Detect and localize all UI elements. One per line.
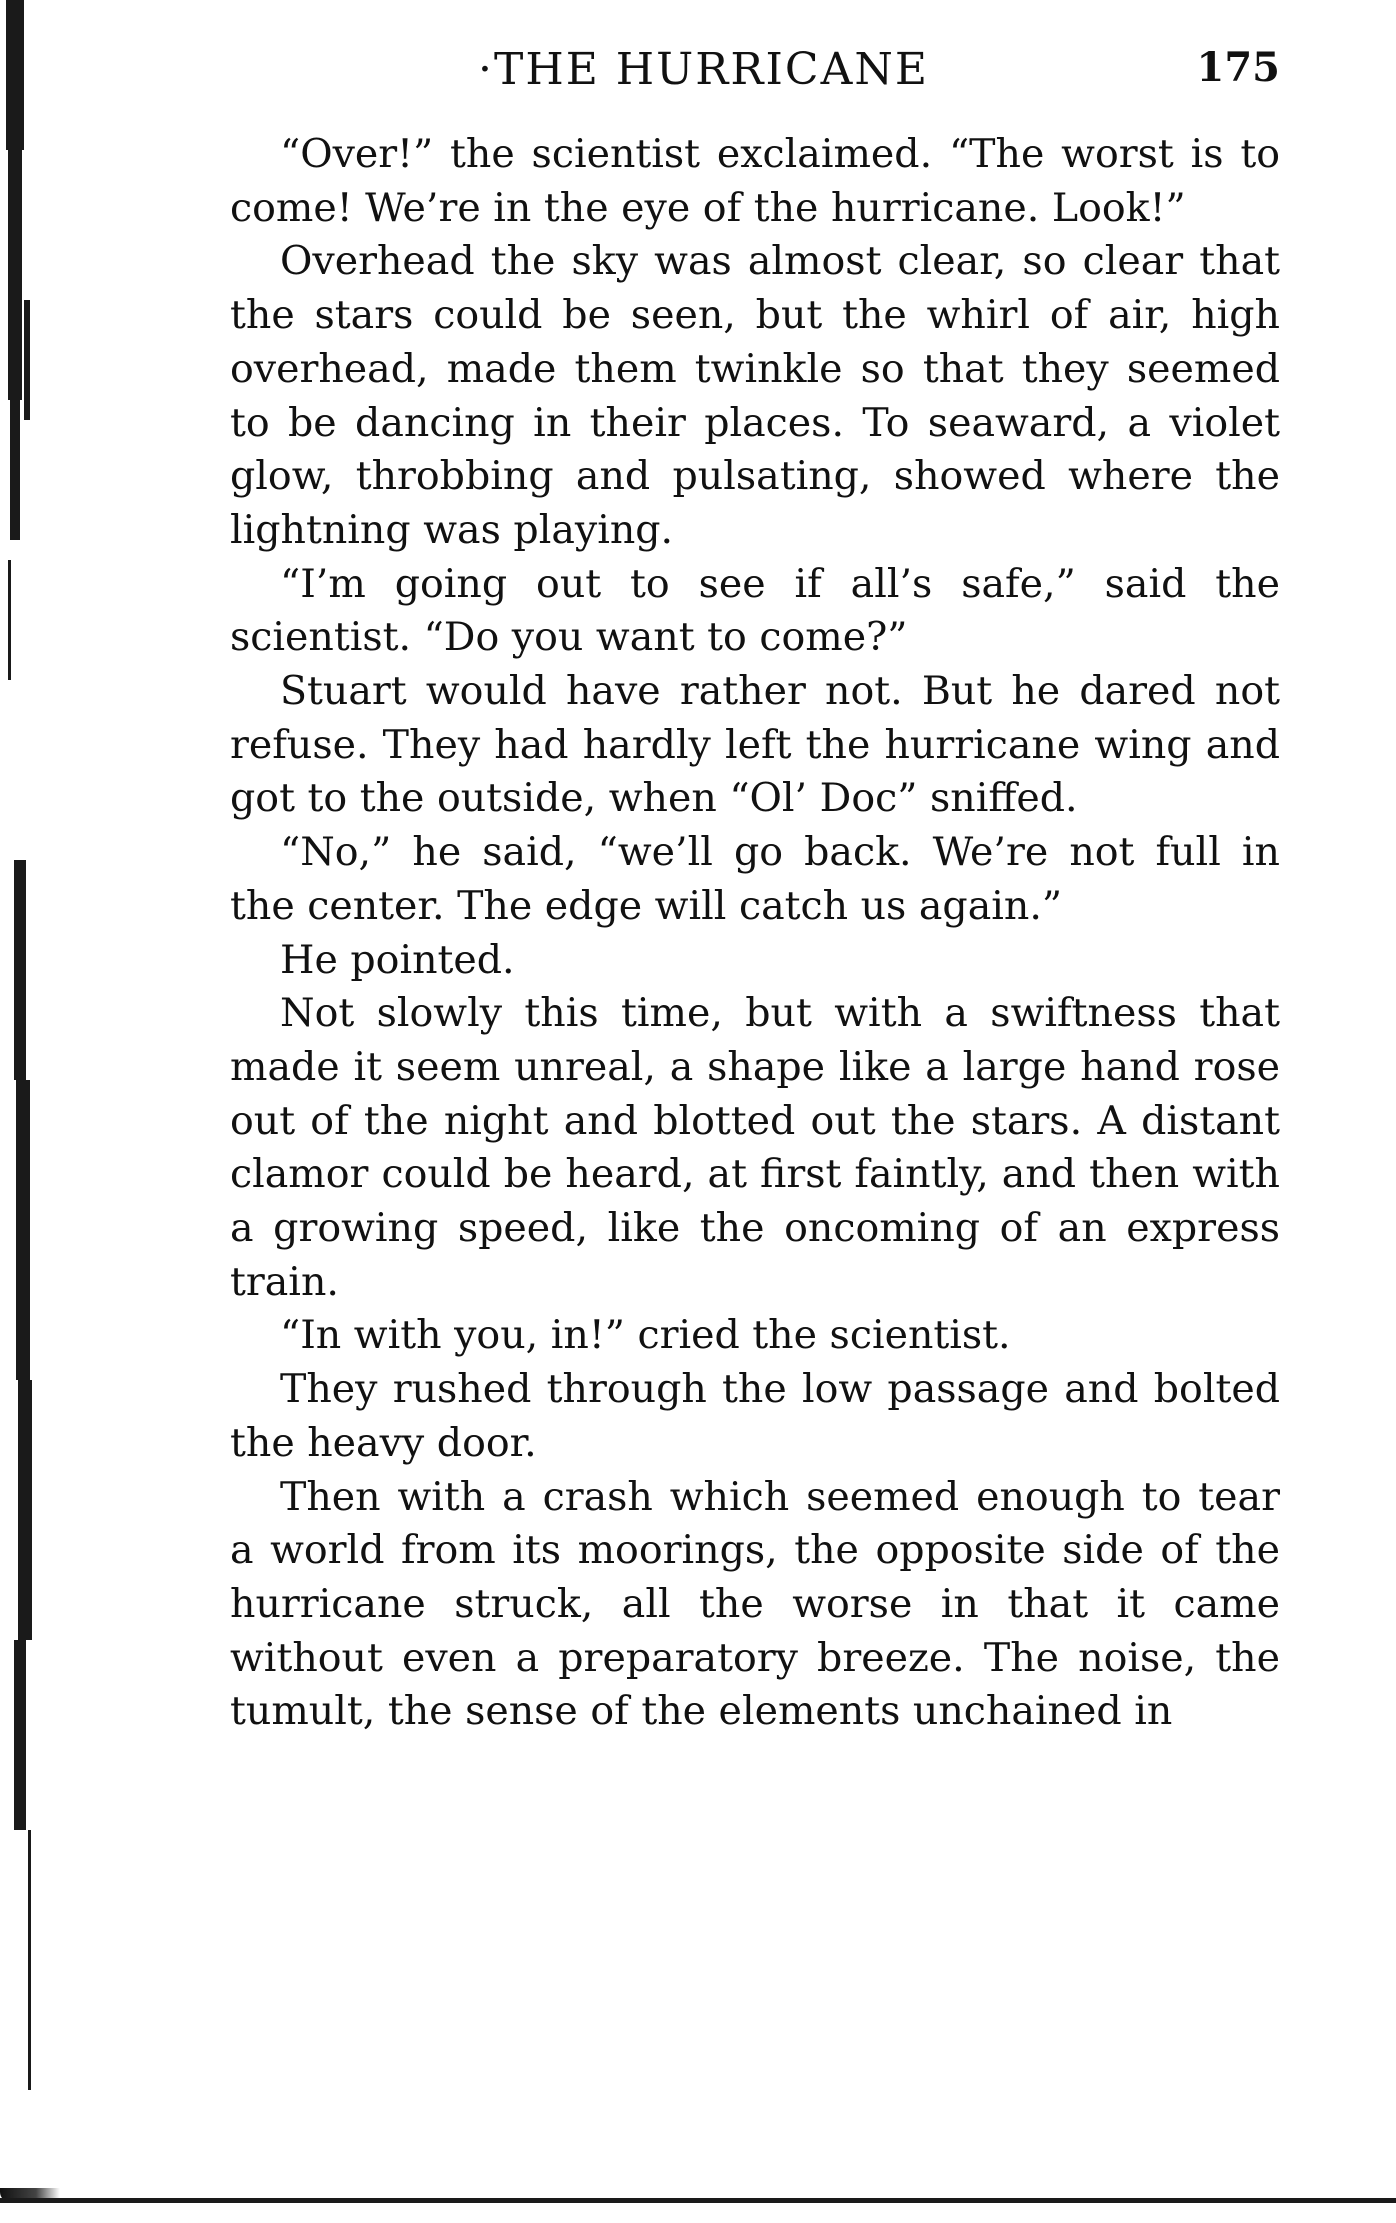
paragraph: Stuart would have rather not. But he dared not refuse. They had hardly left the hurricane wing and got to the outside, when “Ol’ Doc” sniffed. <box>230 668 1280 822</box>
paragraph: “I’m going out to see if all’s safe,” said the scientist. “Do you want to come?” <box>230 560 1280 661</box>
paragraph: “Over!” the scientist exclaimed. “The worst is to come! We’re in the eye of the hurricane. Look!” <box>230 131 1280 231</box>
page-header <box>230 44 1280 104</box>
paragraph: Then with a crash which seemed enough to tear a world from its moorings, the opposite side of the hurricane struck, all the worse in that it came without even a preparatory breeze. The noise, the tumult, the sense of the elements unchained in <box>230 1473 1280 1735</box>
paragraph: They rushed through the low passage and bolted the heavy door. <box>230 1366 1280 1466</box>
paragraph: “No,” he said, “we’ll go back. We’re not full in the center. The edge will catch us again.” <box>230 829 1280 929</box>
page-bottom-edge <box>0 2198 1396 2203</box>
paragraph: He pointed. <box>280 936 515 983</box>
page-number: 175 <box>1196 44 1280 91</box>
binding-shadow <box>0 0 46 2223</box>
running-head: ·THE HURRICANE <box>478 44 929 95</box>
paragraph: “In with you, in!” cried the scientist. <box>280 1312 1011 1359</box>
paragraph: Overhead the sky was almost clear, so clear that the stars could be seen, but the whirl of air, high overhead, made them twinkle so that they seemed to be dancing in their places. To seaward, a violet glow, throbbing and pulsating, showed where the lightning was playing. <box>230 238 1280 553</box>
body-text <box>230 128 1280 1739</box>
paragraph: Not slowly this time, but with a swiftness that made it seem unreal, a shape like a large hand rose out of the night and blotted out the stars. A distant clamor could be heard, at first faintly, and then with a growing speed, like the oncoming of an express train. <box>230 990 1280 1305</box>
